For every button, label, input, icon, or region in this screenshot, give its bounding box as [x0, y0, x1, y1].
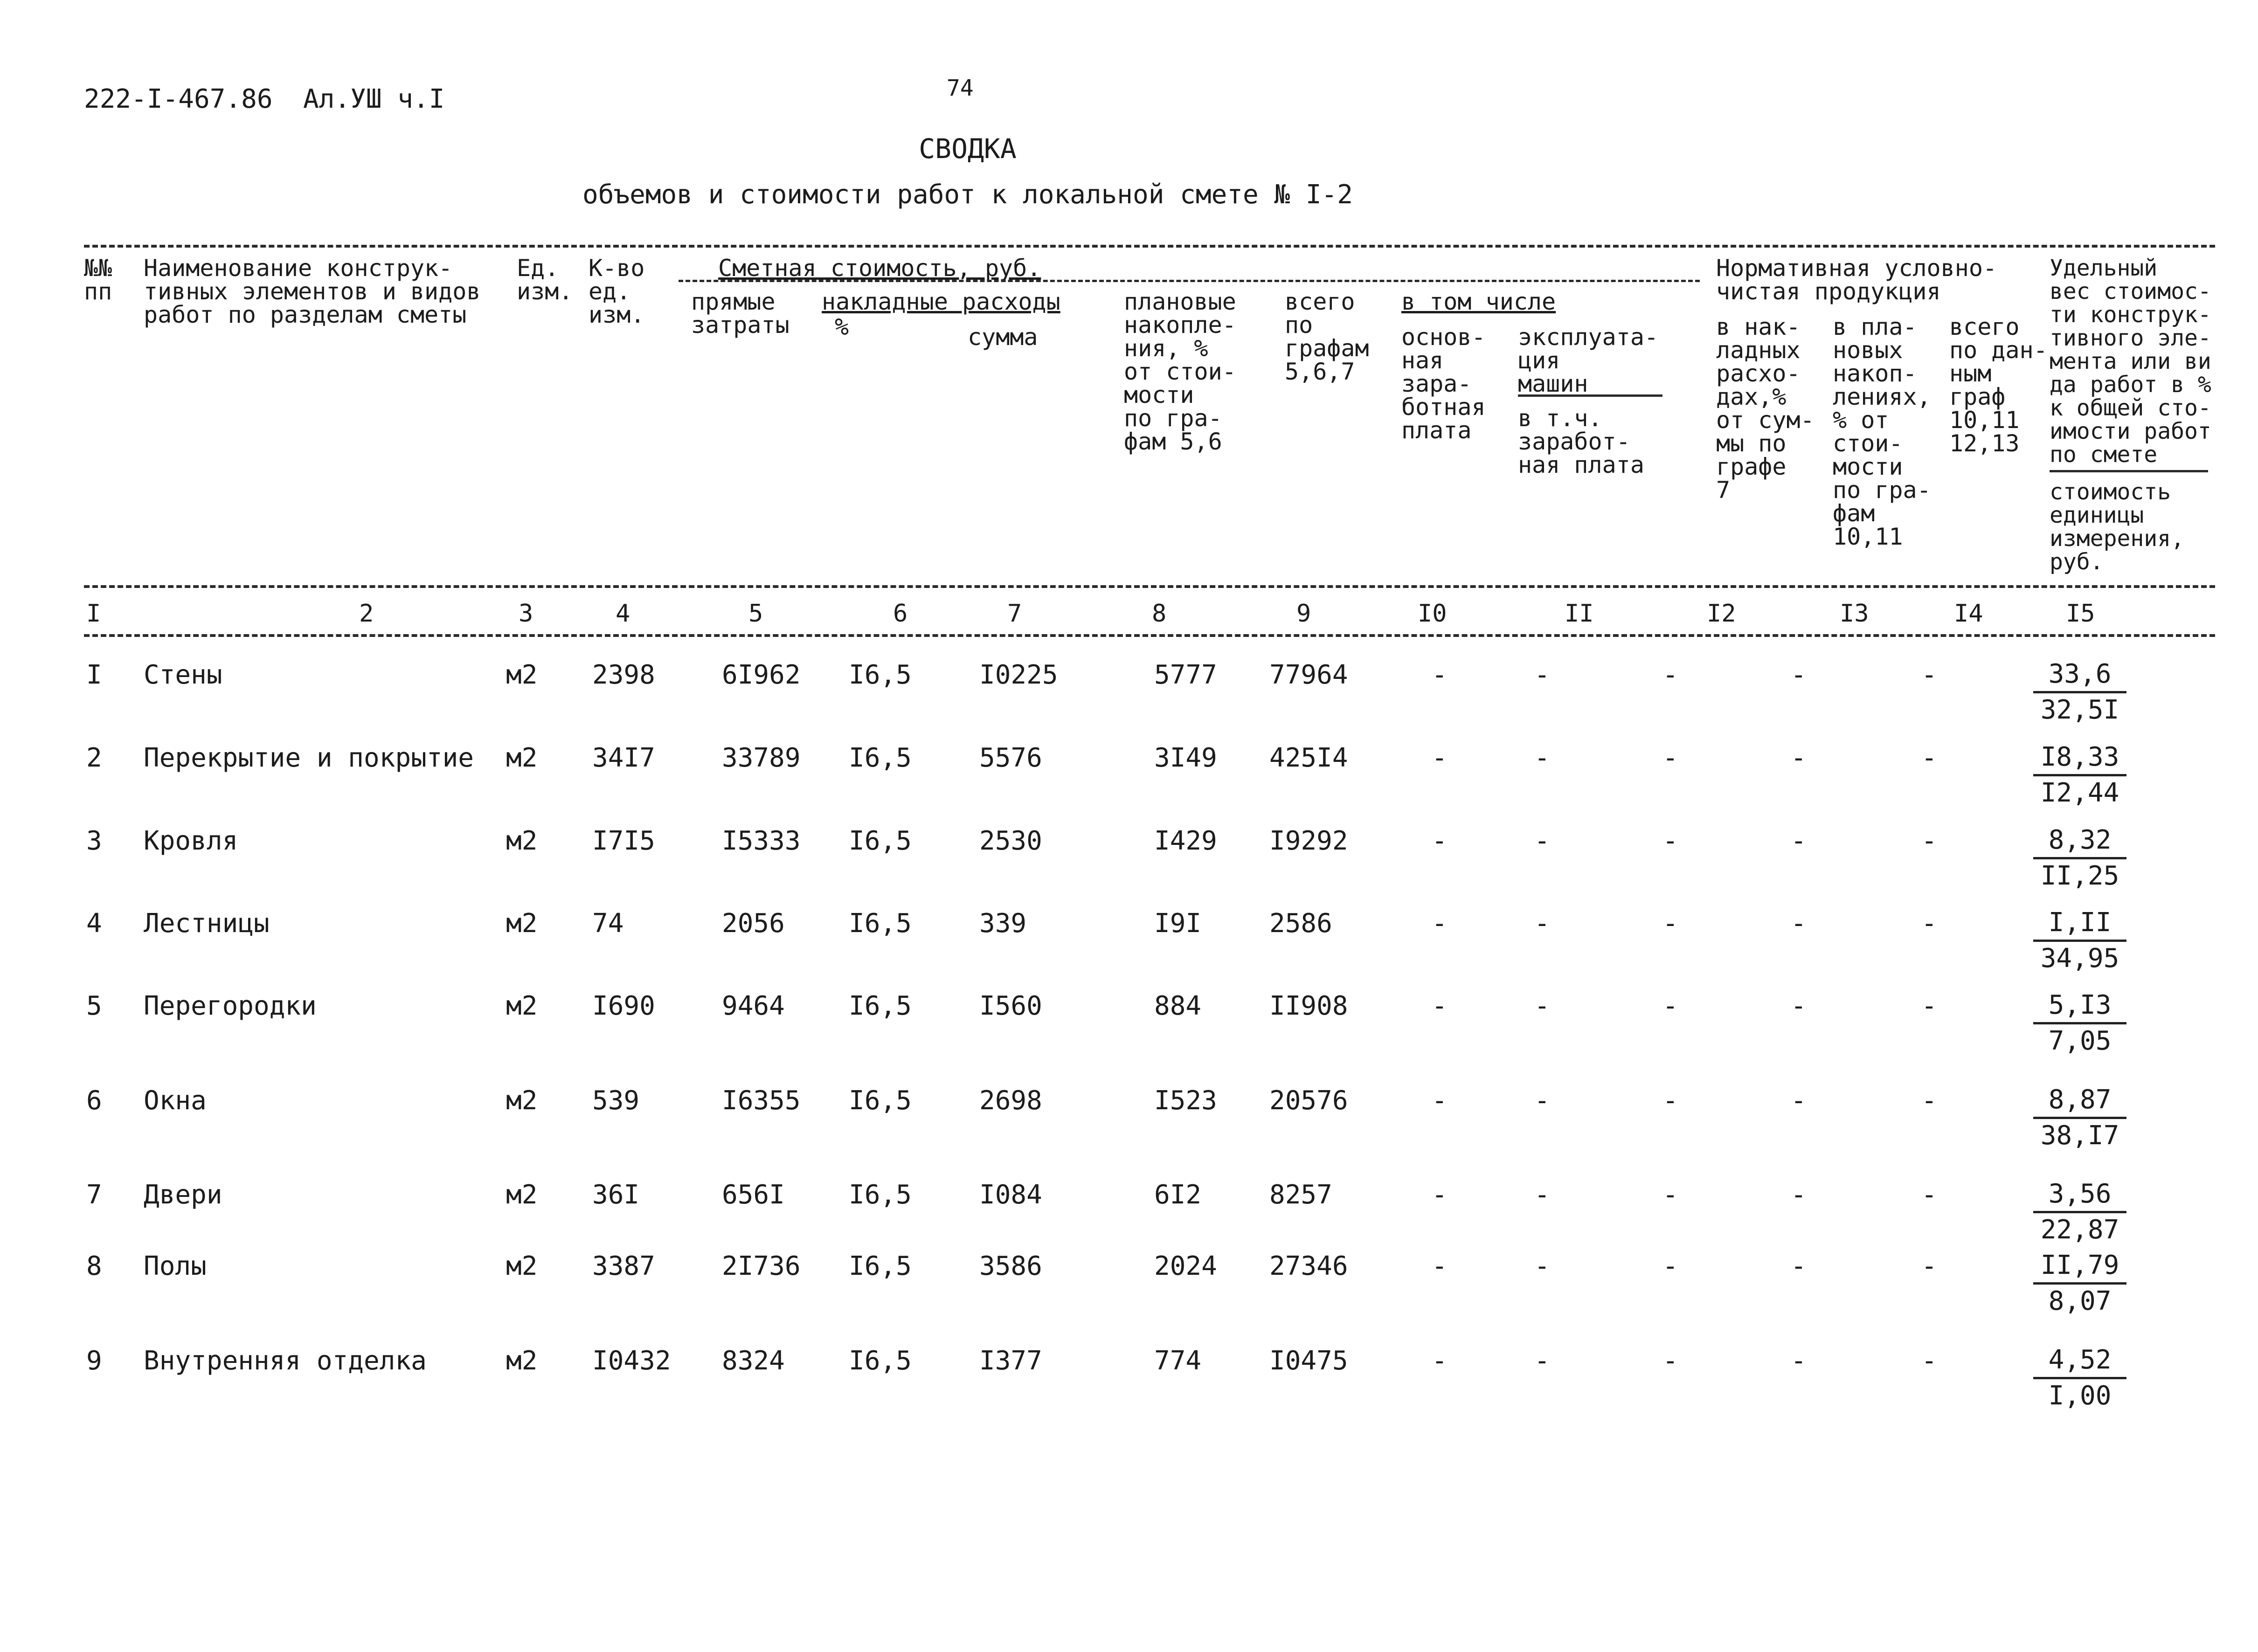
- col-header-planned-savings: плановые накопле- ния, % от стои- мости по гра- фам 5,6: [1124, 288, 1236, 455]
- col-header-total: всего по графам 5,6,7: [1285, 288, 1369, 385]
- col-header-unit-cost: стоимость единицы измерения, руб.: [2050, 479, 2184, 575]
- row-name: Стены: [144, 660, 222, 690]
- row-quantity: I0432: [592, 1346, 671, 1376]
- row-norm-savings: -: [1791, 908, 1807, 939]
- row-unit-cost: 8,07: [2048, 1286, 2112, 1316]
- row-share-percent: 3,56: [2033, 1177, 2126, 1213]
- row-share-percent: 8,87: [2033, 1083, 2126, 1119]
- row-direct-costs: 2I736: [722, 1251, 801, 1281]
- row-share-percent: II,79: [2033, 1249, 2126, 1285]
- row-number: 6: [86, 1085, 102, 1116]
- row-norm-overhead: -: [1662, 1251, 1678, 1281]
- row-unit: м2: [506, 1180, 538, 1210]
- col-header-unit: Ед. изм.: [517, 255, 573, 305]
- row-planned-savings: I523: [1154, 1085, 1217, 1116]
- row-number: 9: [86, 1346, 102, 1376]
- row-share-cell: [2033, 988, 2126, 1058]
- row-number: 7: [86, 1180, 102, 1210]
- col-header-overhead-percent: %: [835, 313, 849, 340]
- column-number: I: [86, 600, 101, 628]
- row-norm-overhead: -: [1662, 991, 1678, 1021]
- column-number: I4: [1954, 600, 1983, 628]
- header-bottom-rule: [84, 585, 2215, 588]
- row-total: 8257: [1269, 1180, 1332, 1210]
- row-share-percent: 4,52: [2033, 1343, 2126, 1379]
- row-name: Двери: [144, 1180, 222, 1210]
- row-norm-total: -: [1921, 1251, 1937, 1281]
- row-direct-costs: I6355: [722, 1085, 801, 1116]
- row-share-percent: 8,32: [2033, 823, 2126, 859]
- row-norm-overhead: -: [1662, 660, 1678, 690]
- column-number: 3: [519, 600, 533, 628]
- row-overhead-sum: 339: [979, 908, 1027, 939]
- col-group-normative-product: Нормативная условно- чистая продукция: [1716, 255, 1997, 305]
- row-unit-cost: 32,5I: [2040, 695, 2119, 725]
- row-unit-cost: I2,44: [2040, 778, 2119, 808]
- machine-divider: [1518, 394, 1662, 397]
- row-machine-operation: -: [1534, 660, 1550, 690]
- row-share-cell: [2033, 1177, 2126, 1247]
- row-unit: м2: [506, 1251, 538, 1281]
- row-quantity: 2398: [592, 660, 655, 690]
- row-overhead-sum: I560: [979, 991, 1042, 1021]
- row-number: 3: [86, 826, 102, 856]
- row-share-cell: [2033, 657, 2126, 727]
- row-share-percent: I,II: [2033, 906, 2126, 942]
- row-overhead-percent: I6,5: [849, 1346, 912, 1376]
- row-unit-cost: 22,87: [2040, 1215, 2119, 1245]
- row-norm-overhead: -: [1662, 1085, 1678, 1116]
- row-unit-cost: 7,05: [2048, 1026, 2112, 1056]
- row-unit: м2: [506, 743, 538, 773]
- row-quantity: 34I7: [592, 743, 655, 773]
- row-unit: м2: [506, 991, 538, 1021]
- row-norm-overhead: -: [1662, 908, 1678, 939]
- row-overhead-percent: I6,5: [849, 991, 912, 1021]
- column-number: I5: [2066, 600, 2095, 628]
- column-number-row: [0, 601, 2258, 634]
- row-quantity: 3387: [592, 1251, 655, 1281]
- row-name: Перегородки: [144, 991, 317, 1021]
- row-quantity: I690: [592, 991, 655, 1021]
- row-direct-costs: I5333: [722, 826, 801, 856]
- column-number: 9: [1296, 600, 1311, 628]
- column-number: 5: [748, 600, 763, 628]
- row-base-wages: -: [1432, 826, 1448, 856]
- row-overhead-sum: I0225: [979, 660, 1058, 690]
- row-overhead-percent: I6,5: [849, 743, 912, 773]
- row-overhead-sum: 2698: [979, 1085, 1042, 1116]
- row-unit: м2: [506, 660, 538, 690]
- row-number: 5: [86, 991, 102, 1021]
- row-total: I9292: [1269, 826, 1348, 856]
- col-header-number: №№ пп: [84, 255, 112, 305]
- row-base-wages: -: [1432, 991, 1448, 1021]
- row-planned-savings: 884: [1154, 991, 1202, 1021]
- row-machine-operation: -: [1534, 908, 1550, 939]
- row-direct-costs: 6I962: [722, 660, 801, 690]
- row-quantity: 539: [592, 1085, 640, 1116]
- row-name: Окна: [144, 1085, 207, 1116]
- col-header-machine-operation: эксплуата- ция машин: [1518, 324, 1659, 397]
- row-overhead-percent: I6,5: [849, 1180, 912, 1210]
- album-label: Ал.УШ ч.I: [303, 84, 445, 114]
- row-overhead-percent: I6,5: [849, 826, 912, 856]
- col-header-machine-wages: в т.ч. заработ- ная плата: [1518, 405, 1644, 478]
- row-planned-savings: 6I2: [1154, 1180, 1202, 1210]
- row-norm-total: -: [1921, 1346, 1937, 1376]
- row-machine-operation: -: [1534, 1251, 1550, 1281]
- row-norm-total: -: [1921, 908, 1937, 939]
- col-header-quantity: К-во ед. изм.: [589, 255, 645, 328]
- row-name: Лестницы: [144, 908, 270, 939]
- row-share-cell: [2033, 1083, 2126, 1153]
- column-number-rule: [84, 634, 2215, 637]
- row-overhead-sum: I377: [979, 1346, 1042, 1376]
- col-header-direct-costs: прямые затраты: [691, 288, 790, 339]
- row-norm-savings: -: [1791, 660, 1807, 690]
- col-header-base-wages: основ- ная зара- ботная плата: [1401, 324, 1486, 444]
- row-name: Кровля: [144, 826, 238, 856]
- row-norm-total: -: [1921, 660, 1937, 690]
- row-norm-savings: -: [1791, 1251, 1807, 1281]
- row-direct-costs: 2056: [722, 908, 785, 939]
- row-number: 8: [86, 1251, 102, 1281]
- row-quantity: 74: [592, 908, 624, 939]
- row-norm-overhead: -: [1662, 826, 1678, 856]
- row-unit-cost: II,25: [2040, 861, 2119, 891]
- column-number: 8: [1152, 600, 1167, 628]
- row-share-percent: I8,33: [2033, 740, 2126, 776]
- row-share-cell: [2033, 1249, 2126, 1318]
- col-group-including: в том числе: [1401, 288, 1556, 315]
- row-share-cell: [2033, 740, 2126, 810]
- col-header-overhead-sum: сумма: [968, 324, 1038, 351]
- row-planned-savings: I429: [1154, 826, 1217, 856]
- column-number: I2: [1707, 600, 1736, 628]
- row-planned-savings: 3I49: [1154, 743, 1217, 773]
- row-direct-costs: 9464: [722, 991, 785, 1021]
- row-name: Перекрытие и покрытие: [144, 743, 474, 773]
- column-number: 6: [893, 600, 908, 628]
- cost-group-rule: [679, 280, 1700, 282]
- row-unit: м2: [506, 826, 538, 856]
- row-overhead-sum: 5576: [979, 743, 1042, 773]
- row-overhead-percent: I6,5: [849, 660, 912, 690]
- row-total: 2586: [1269, 908, 1332, 939]
- page-number: 74: [947, 75, 974, 101]
- row-overhead-sum: I084: [979, 1180, 1042, 1210]
- row-norm-savings: -: [1791, 826, 1807, 856]
- row-total: II908: [1269, 991, 1348, 1021]
- row-overhead-sum: 3586: [979, 1251, 1042, 1281]
- row-number: I: [86, 660, 102, 690]
- row-overhead-percent: I6,5: [849, 1085, 912, 1116]
- row-norm-savings: -: [1791, 1085, 1807, 1116]
- col-header-share-percent: Удельный вес стоимос- ти конструк- тивного эле- мента или ви да работ в % к общей сто- имости работ по смете: [2050, 255, 2211, 468]
- row-quantity: I7I5: [592, 826, 655, 856]
- row-base-wages: -: [1432, 1251, 1448, 1281]
- row-norm-overhead: -: [1662, 1180, 1678, 1210]
- row-base-wages: -: [1432, 908, 1448, 939]
- row-unit-cost: 38,I7: [2040, 1120, 2119, 1151]
- row-norm-total: -: [1921, 826, 1937, 856]
- row-share-cell: [2033, 906, 2126, 975]
- column-number: I3: [1840, 600, 1869, 628]
- row-machine-operation: -: [1534, 826, 1550, 856]
- row-planned-savings: 2024: [1154, 1251, 1217, 1281]
- column-number: 7: [1007, 600, 1022, 628]
- row-unit-cost: 34,95: [2040, 943, 2119, 974]
- table-top-rule: [84, 245, 2215, 248]
- row-norm-total: -: [1921, 1085, 1937, 1116]
- row-unit: м2: [506, 908, 538, 939]
- row-norm-overhead: -: [1662, 1346, 1678, 1376]
- row-base-wages: -: [1432, 660, 1448, 690]
- row-norm-total: -: [1921, 991, 1937, 1021]
- row-machine-operation: -: [1534, 743, 1550, 773]
- row-base-wages: -: [1432, 1085, 1448, 1116]
- row-planned-savings: I9I: [1154, 908, 1202, 939]
- row-base-wages: -: [1432, 1346, 1448, 1376]
- row-total: I0475: [1269, 1346, 1348, 1376]
- row-total: 77964: [1269, 660, 1348, 690]
- row-total: 425I4: [1269, 743, 1348, 773]
- col-header-name: Наименование конструк- тивных элементов и видов работ по разделам сметы: [144, 255, 481, 328]
- row-total: 20576: [1269, 1085, 1348, 1116]
- row-name: Полы: [144, 1251, 207, 1281]
- row-overhead-percent: I6,5: [849, 1251, 912, 1281]
- row-total: 27346: [1269, 1251, 1348, 1281]
- row-direct-costs: 656I: [722, 1180, 785, 1210]
- col-header-norm-overhead: в нак- ладных расхо- дах,% от сум- мы по графе 7: [1716, 313, 1815, 504]
- row-direct-costs: 33789: [722, 743, 801, 773]
- row-share-cell: [2033, 823, 2126, 893]
- column-number: 4: [616, 600, 630, 628]
- document-code: 222-I-467.86: [84, 84, 273, 114]
- row-unit: м2: [506, 1346, 538, 1376]
- row-norm-savings: -: [1791, 991, 1807, 1021]
- col-header-norm-total: всего по дан- ным граф 10,11 12,13: [1949, 313, 2048, 457]
- row-name: Внутренняя отделка: [144, 1346, 427, 1376]
- row-share-percent: 33,6: [2033, 657, 2126, 693]
- row-overhead-percent: I6,5: [849, 908, 912, 939]
- row-number: 2: [86, 743, 102, 773]
- column-number: I0: [1418, 600, 1447, 628]
- row-share-percent: 5,I3: [2033, 988, 2126, 1024]
- col-header-norm-savings: в пла- новых накоп- лениях, % от стои- мости по гра- фам 10,11: [1833, 313, 1931, 550]
- page-title: СВОДКА: [919, 133, 1017, 165]
- row-base-wages: -: [1432, 743, 1448, 773]
- row-planned-savings: 5777: [1154, 660, 1217, 690]
- row-base-wages: -: [1432, 1180, 1448, 1210]
- row-machine-operation: -: [1534, 991, 1550, 1021]
- col-group-overhead: накладные расходы: [822, 288, 1060, 315]
- row-planned-savings: 774: [1154, 1346, 1202, 1376]
- share-divider: [2050, 470, 2208, 472]
- row-unit: м2: [506, 1085, 538, 1116]
- row-machine-operation: -: [1534, 1346, 1550, 1376]
- row-direct-costs: 8324: [722, 1346, 785, 1376]
- row-unit-cost: I,00: [2048, 1381, 2112, 1411]
- col-group-estimated-cost: Сметная стоимость, руб.: [718, 255, 1041, 282]
- row-number: 4: [86, 908, 102, 939]
- row-norm-total: -: [1921, 1180, 1937, 1210]
- row-machine-operation: -: [1534, 1085, 1550, 1116]
- row-norm-overhead: -: [1662, 743, 1678, 773]
- row-norm-savings: -: [1791, 743, 1807, 773]
- row-quantity: 36I: [592, 1180, 640, 1210]
- row-share-cell: [2033, 1343, 2126, 1413]
- row-overhead-sum: 2530: [979, 826, 1042, 856]
- row-machine-operation: -: [1534, 1180, 1550, 1210]
- row-norm-savings: -: [1791, 1180, 1807, 1210]
- page-subtitle: объемов и стоимости работ к локальной смете № I-2: [582, 180, 1353, 210]
- row-norm-total: -: [1921, 743, 1937, 773]
- row-norm-savings: -: [1791, 1346, 1807, 1376]
- column-number: 2: [359, 600, 374, 628]
- column-number: II: [1565, 600, 1594, 628]
